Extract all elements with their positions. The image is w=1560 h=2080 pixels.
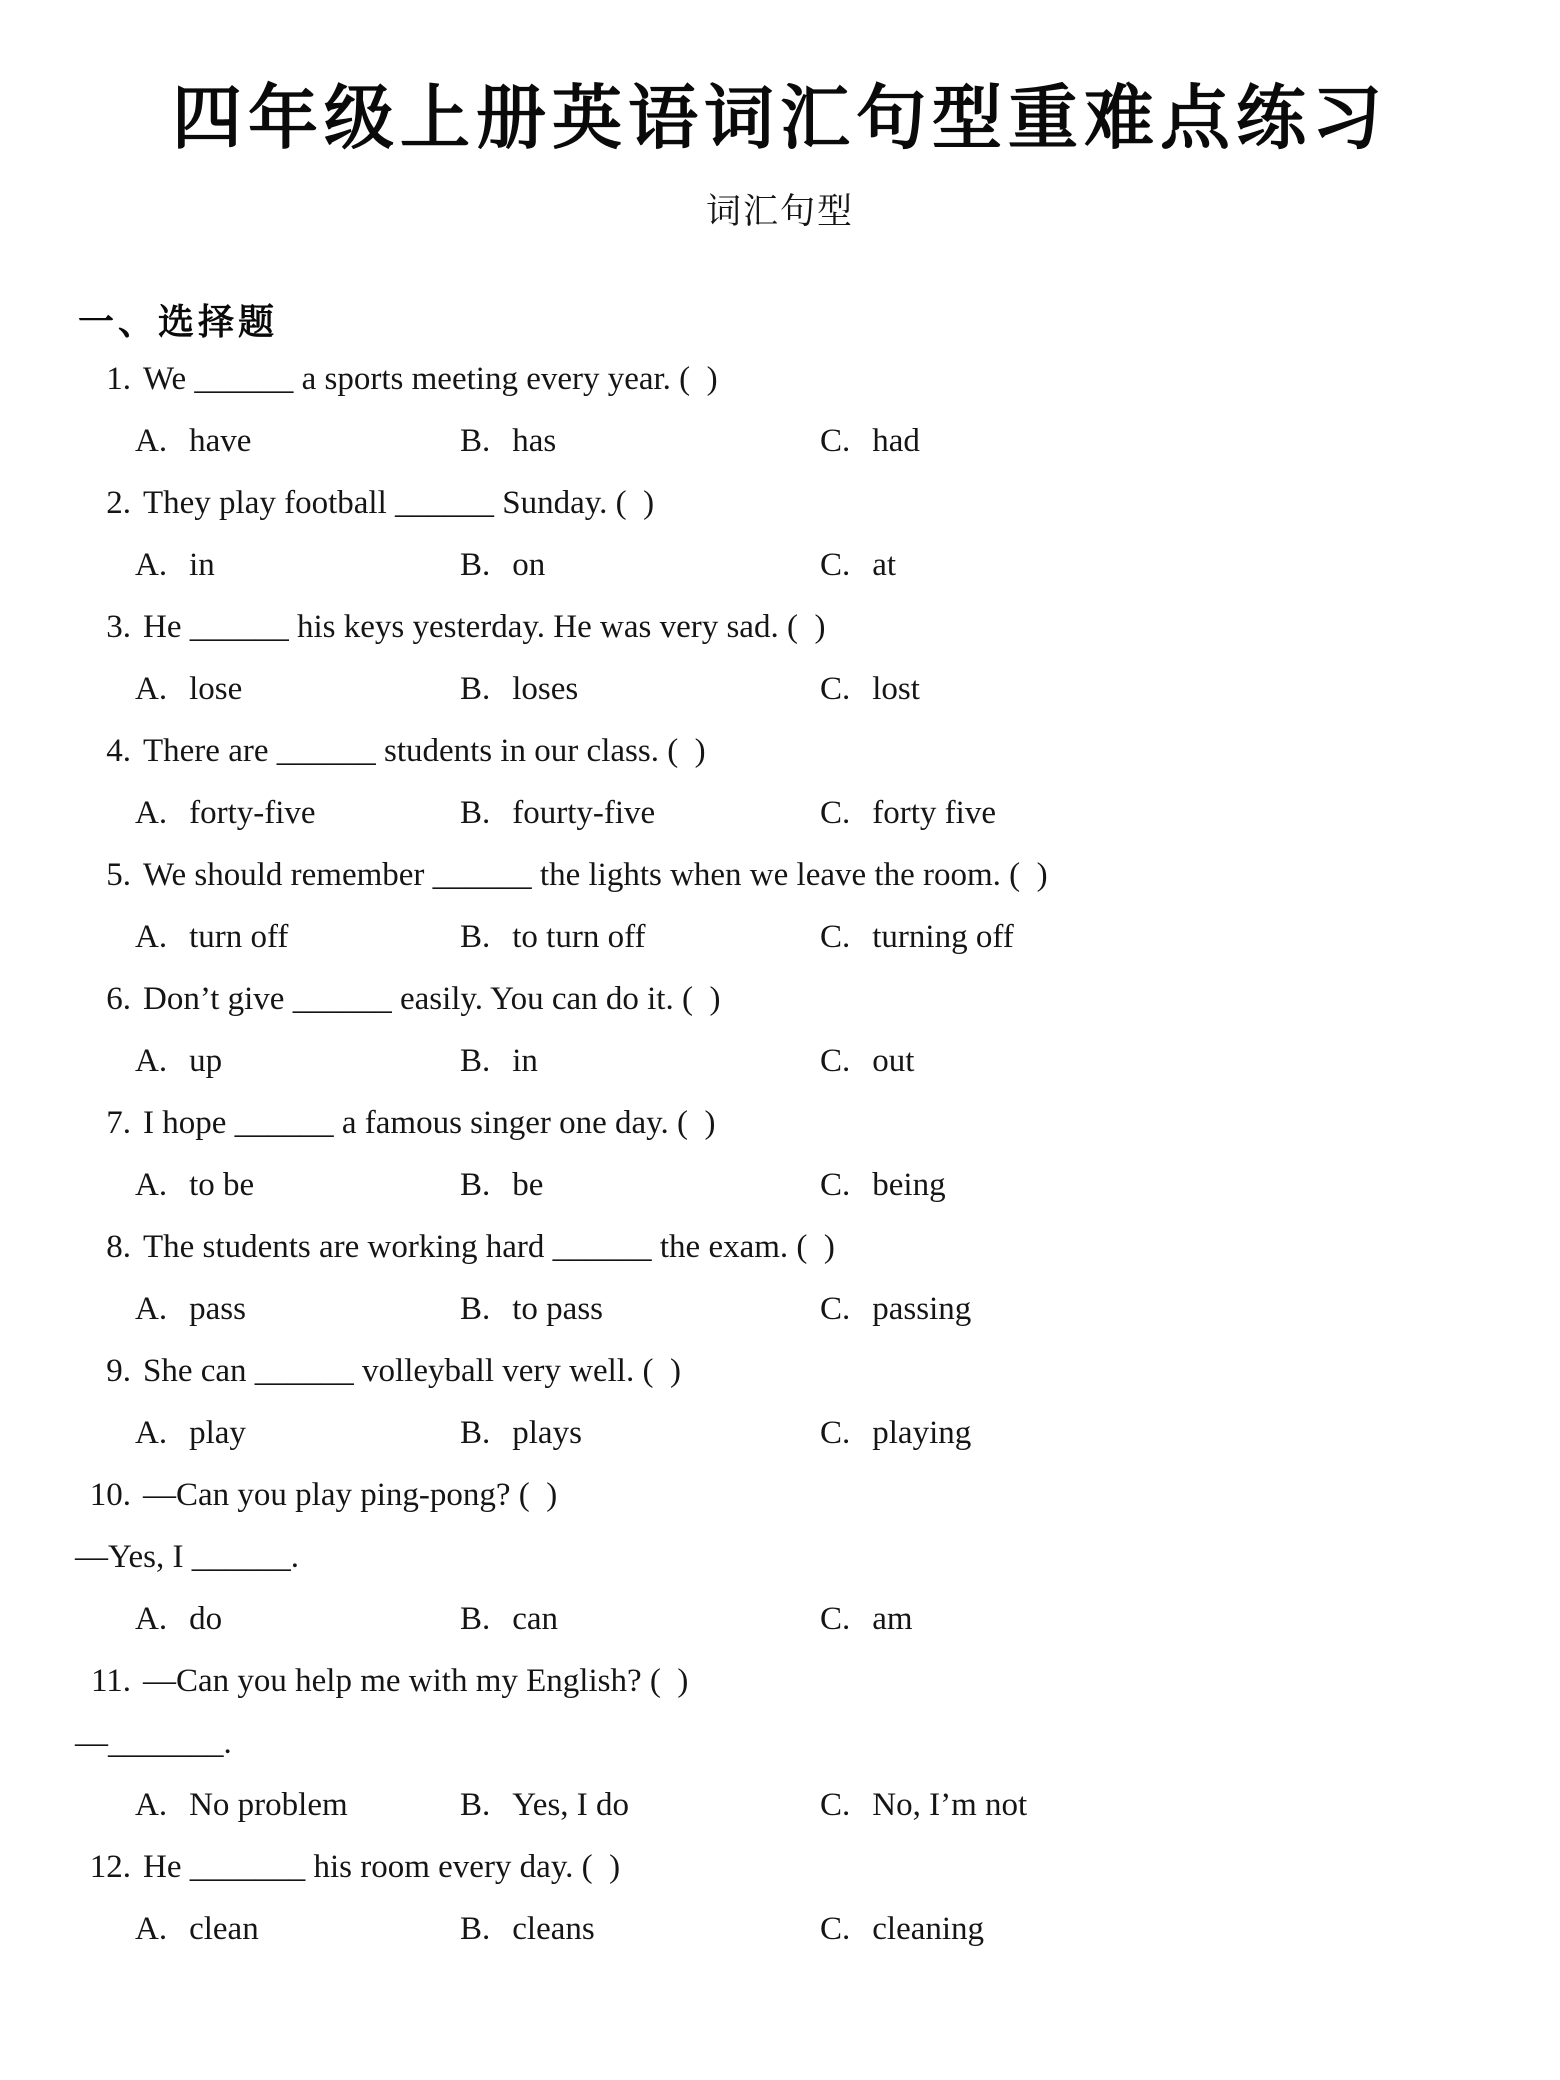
option-text: forty five xyxy=(872,795,996,831)
option-label: C. xyxy=(820,1415,851,1451)
question-sentence: We should remember ______ the lights when we leave the room. ( ) xyxy=(143,857,1048,893)
option-a xyxy=(135,1588,460,1650)
question-number: 11. xyxy=(90,1663,131,1699)
option-b xyxy=(460,658,820,720)
option-text: at xyxy=(872,547,897,583)
question-text xyxy=(0,1340,1560,1402)
question-sentence: —Can you help me with my English? ( ) xyxy=(143,1663,689,1699)
question-continuation xyxy=(0,1712,1560,1774)
option-a xyxy=(135,1030,460,1092)
option-b xyxy=(460,782,820,844)
question-sentence: We ______ a sports meeting every year. ( ) xyxy=(143,361,718,397)
question-block xyxy=(0,472,1560,596)
question-continuation xyxy=(0,1526,1560,1588)
option-text: have xyxy=(189,423,252,459)
question-block xyxy=(0,1464,1560,1650)
options-row xyxy=(0,906,1560,968)
option-text: had xyxy=(872,423,920,459)
question-number: 2. xyxy=(106,485,131,521)
option-label: A. xyxy=(135,1043,168,1079)
question-sentence: I hope ______ a famous singer one day. ( ) xyxy=(143,1105,716,1141)
option-a xyxy=(135,1898,460,1960)
question-number: 12. xyxy=(89,1849,131,1885)
option-c xyxy=(820,1774,1027,1836)
option-text: passing xyxy=(872,1291,972,1327)
section-heading: 一、选择题 xyxy=(78,302,279,342)
options-row xyxy=(0,658,1560,720)
option-c xyxy=(820,1154,946,1216)
option-text: playing xyxy=(872,1415,972,1451)
option-b xyxy=(460,534,820,596)
option-c xyxy=(820,534,896,596)
question-sentence: The students are working hard ______ the exam. ( ) xyxy=(143,1229,835,1265)
option-label: C. xyxy=(820,1911,851,1947)
question-text xyxy=(0,1092,1560,1154)
option-a xyxy=(135,782,460,844)
option-b xyxy=(460,1030,820,1092)
option-b xyxy=(460,1774,820,1836)
option-label: C. xyxy=(820,1601,851,1637)
option-b xyxy=(460,1402,820,1464)
question-number: 10. xyxy=(89,1477,131,1513)
question-block xyxy=(0,1836,1560,1960)
option-text: to pass xyxy=(512,1291,604,1327)
option-text: do xyxy=(189,1601,223,1637)
question-block xyxy=(0,596,1560,720)
question-sentence: There are ______ students in our class. ( ) xyxy=(143,733,706,769)
question-sentence: They play football ______ Sunday. ( ) xyxy=(143,485,655,521)
option-c xyxy=(820,1898,984,1960)
option-text: cleans xyxy=(512,1911,595,1947)
question-number: 7. xyxy=(106,1105,131,1141)
options-row xyxy=(0,1898,1560,1960)
option-c xyxy=(820,1402,971,1464)
option-b xyxy=(460,1278,820,1340)
option-text: turning off xyxy=(872,919,1014,955)
question-block xyxy=(0,1650,1560,1836)
option-label: B. xyxy=(460,1291,491,1327)
option-label: A. xyxy=(135,1601,168,1637)
question-sentence: —_______. xyxy=(75,1725,232,1761)
options-row xyxy=(0,1402,1560,1464)
option-label: C. xyxy=(820,1787,851,1823)
option-b xyxy=(460,1154,820,1216)
options-row xyxy=(0,534,1560,596)
option-a xyxy=(135,534,460,596)
options-row xyxy=(0,1030,1560,1092)
option-a xyxy=(135,1278,460,1340)
question-text xyxy=(0,720,1560,782)
question-number: 5. xyxy=(106,857,131,893)
options-row xyxy=(0,410,1560,472)
question-number: 9. xyxy=(106,1353,131,1389)
question-number: 4. xyxy=(106,733,131,769)
question-text xyxy=(0,1650,1560,1712)
option-text: No, I’m not xyxy=(872,1787,1028,1823)
option-b xyxy=(460,410,820,472)
question-number: 1. xyxy=(106,361,131,397)
option-a xyxy=(135,658,460,720)
options-row xyxy=(0,1154,1560,1216)
option-text: up xyxy=(189,1043,223,1079)
option-text: clean xyxy=(189,1911,259,1947)
option-text: turn off xyxy=(189,919,289,955)
option-label: A. xyxy=(135,795,168,831)
question-sentence: —Can you play ping-pong? ( ) xyxy=(143,1477,558,1513)
question-sentence: Don’t give ______ easily. You can do it. ( ) xyxy=(143,981,721,1017)
question-number: 8. xyxy=(106,1229,131,1265)
question-block xyxy=(0,968,1560,1092)
option-label: A. xyxy=(135,1415,168,1451)
page-subtitle: 词汇句型 xyxy=(705,192,854,231)
page-title: 四年级上册英语词汇句型重难点练习 xyxy=(172,77,1388,159)
questions-list xyxy=(0,348,1560,1960)
option-text: plays xyxy=(512,1415,582,1451)
option-a xyxy=(135,906,460,968)
option-a xyxy=(135,1774,460,1836)
option-b xyxy=(460,1898,820,1960)
option-label: A. xyxy=(135,1911,168,1947)
option-text: on xyxy=(512,547,546,583)
option-a xyxy=(135,410,460,472)
option-c xyxy=(820,906,1014,968)
options-row xyxy=(0,1774,1560,1836)
option-label: B. xyxy=(460,547,491,583)
option-b xyxy=(460,1588,820,1650)
question-block xyxy=(0,348,1560,472)
option-c xyxy=(820,1278,971,1340)
option-c xyxy=(820,1030,914,1092)
option-text: Yes, I do xyxy=(512,1787,630,1823)
option-a xyxy=(135,1154,460,1216)
question-text xyxy=(0,968,1560,1030)
option-label: C. xyxy=(820,1167,851,1203)
question-text xyxy=(0,596,1560,658)
option-label: C. xyxy=(820,795,851,831)
option-label: B. xyxy=(460,1911,491,1947)
option-text: forty-five xyxy=(189,795,316,831)
question-text xyxy=(0,844,1560,906)
option-text: pass xyxy=(189,1291,246,1327)
option-a xyxy=(135,1402,460,1464)
option-label: C. xyxy=(820,919,851,955)
option-text: lose xyxy=(189,671,243,707)
option-text: fourty-five xyxy=(512,795,656,831)
option-c xyxy=(820,658,920,720)
option-label: C. xyxy=(820,671,851,707)
question-block xyxy=(0,720,1560,844)
question-sentence: He ______ his keys yesterday. He was very sad. ( ) xyxy=(143,609,826,645)
question-block xyxy=(0,1216,1560,1340)
option-text: can xyxy=(512,1601,559,1637)
option-c xyxy=(820,782,996,844)
option-label: B. xyxy=(460,1415,491,1451)
option-text: cleaning xyxy=(872,1911,985,1947)
question-block xyxy=(0,1092,1560,1216)
option-text: in xyxy=(512,1043,538,1079)
option-label: C. xyxy=(820,1291,851,1327)
option-text: No problem xyxy=(189,1787,348,1823)
options-row xyxy=(0,1278,1560,1340)
option-text: play xyxy=(189,1415,246,1451)
option-label: B. xyxy=(460,1167,491,1203)
question-number: 6. xyxy=(106,981,131,1017)
option-label: A. xyxy=(135,547,168,583)
question-number: 3. xyxy=(106,609,131,645)
option-label: C. xyxy=(820,1043,851,1079)
question-text xyxy=(0,1464,1560,1526)
option-label: B. xyxy=(460,423,491,459)
option-b xyxy=(460,906,820,968)
options-row xyxy=(0,1588,1560,1650)
option-label: A. xyxy=(135,671,168,707)
question-sentence: —Yes, I ______. xyxy=(75,1539,300,1575)
option-text: am xyxy=(872,1601,913,1637)
option-text: to turn off xyxy=(512,919,646,955)
question-block xyxy=(0,1340,1560,1464)
option-label: B. xyxy=(460,919,491,955)
option-label: B. xyxy=(460,671,491,707)
option-text: has xyxy=(512,423,557,459)
question-text xyxy=(0,348,1560,410)
option-label: A. xyxy=(135,1787,168,1823)
option-label: A. xyxy=(135,919,168,955)
option-text: out xyxy=(872,1043,915,1079)
option-label: B. xyxy=(460,1043,491,1079)
option-label: A. xyxy=(135,1291,168,1327)
option-label: A. xyxy=(135,423,168,459)
option-text: loses xyxy=(512,671,579,707)
option-text: lost xyxy=(872,671,920,707)
option-label: B. xyxy=(460,795,491,831)
question-sentence: He _______ his room every day. ( ) xyxy=(143,1849,621,1885)
option-label: A. xyxy=(135,1167,168,1203)
option-text: being xyxy=(872,1167,946,1203)
option-text: to be xyxy=(189,1167,255,1203)
question-sentence: She can ______ volleyball very well. ( ) xyxy=(143,1353,681,1389)
option-label: C. xyxy=(820,423,851,459)
question-text xyxy=(0,1836,1560,1898)
option-text: be xyxy=(512,1167,544,1203)
options-row xyxy=(0,782,1560,844)
option-label: B. xyxy=(460,1787,491,1823)
option-label: C. xyxy=(820,547,851,583)
option-label: B. xyxy=(460,1601,491,1637)
question-block xyxy=(0,844,1560,968)
option-c xyxy=(820,410,920,472)
option-c xyxy=(820,1588,913,1650)
question-text xyxy=(0,1216,1560,1278)
question-text xyxy=(0,472,1560,534)
option-text: in xyxy=(189,547,215,583)
